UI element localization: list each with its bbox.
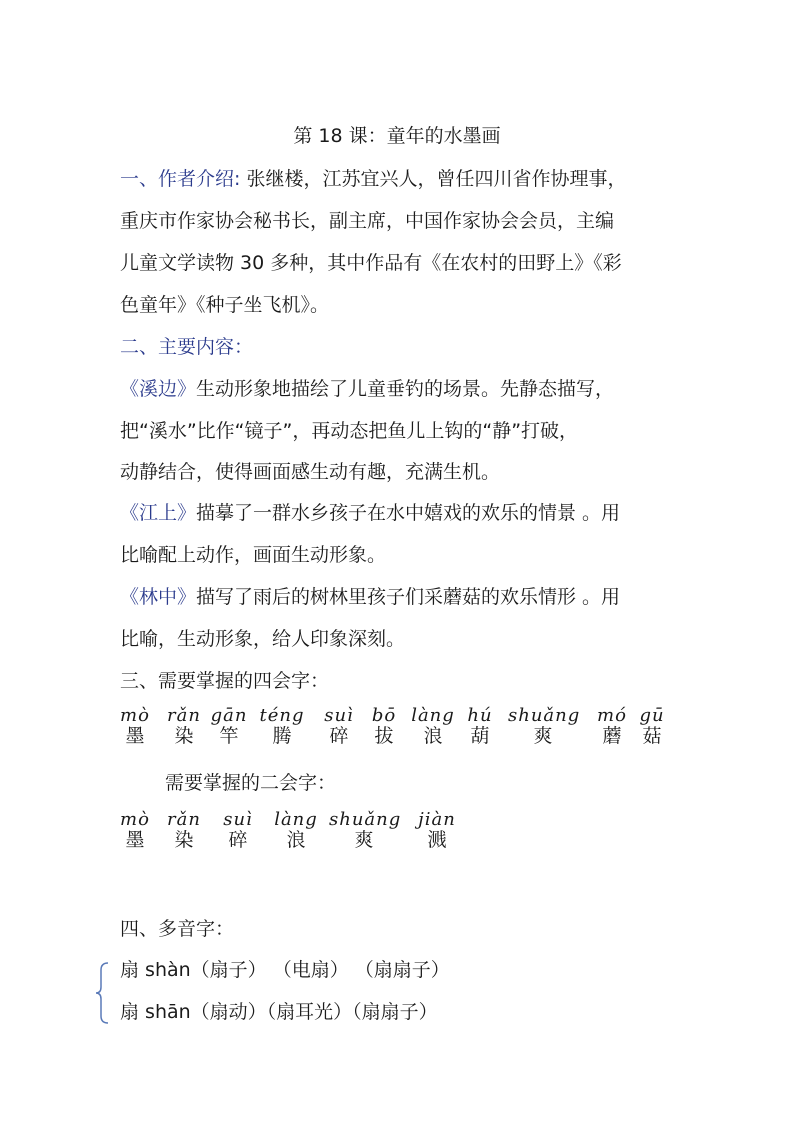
- pinyin: rǎn: [167, 705, 201, 726]
- pinyin: téng: [259, 705, 305, 726]
- xibian-line-3: 动静结合，使得画面感生动有趣，充满生机。: [120, 461, 501, 483]
- linzhong-title: 《林中》: [120, 586, 197, 608]
- hanzi: 溅: [427, 829, 447, 851]
- page-title: 第 18 课：童年的水墨画: [293, 125, 501, 147]
- pinyin: bō: [371, 705, 397, 726]
- char-pair: [617, 706, 687, 746]
- linzhong-line-1: [120, 585, 620, 609]
- linzhong-text: 描写了雨后的树林里孩子们采蘑菇的欢乐情形 。用: [196, 586, 621, 608]
- pinyin: shuǎng: [329, 809, 402, 830]
- hanzi: 葫: [470, 725, 490, 747]
- hanzi: 浪: [286, 829, 306, 851]
- author-heading: 一、作者介绍:: [120, 168, 241, 190]
- pinyin: mò: [120, 809, 150, 830]
- author-line-3: 儿童文学读物 30 多种，其中作品有《在农村的田野上》《彩: [120, 252, 622, 274]
- pinyin: gān: [210, 705, 248, 726]
- author-line-4: 色童年》《种子坐飞机》。: [120, 294, 330, 316]
- author-text: 张继楼，江苏宜兴人，曾任四川省作协理事，: [246, 168, 627, 190]
- hanzi: 碎: [228, 829, 248, 851]
- polyphone-heading: 四、多音字：: [120, 918, 235, 940]
- hanzi: 菇: [642, 725, 662, 747]
- xibian-text: 生动形象地描绘了儿童垂钓的场景。先静态描写，: [196, 378, 615, 400]
- author-line-1: [120, 167, 626, 191]
- hanzi: 墨: [125, 725, 145, 747]
- pinyin: làng: [274, 809, 318, 830]
- brace-icon: [96, 962, 110, 1024]
- pinyin: mò: [120, 705, 150, 726]
- jiangshang-line-2: 比喻配上动作，画面生动形象。: [120, 544, 387, 566]
- pinyin: jiàn: [418, 809, 456, 830]
- content-heading: 二、主要内容：: [120, 336, 254, 358]
- char-pair: [445, 706, 515, 746]
- hanzi: 拔: [374, 725, 394, 747]
- pinyin: mó: [597, 705, 627, 726]
- xibian-line-1: [120, 377, 614, 401]
- hanzi: 爽: [354, 829, 374, 851]
- jiangshang-title: 《江上》: [120, 502, 197, 524]
- hanzi: 竿: [219, 725, 239, 747]
- hanzi: 蘑: [602, 725, 622, 747]
- pinyin: hú: [467, 705, 493, 726]
- hanzi: 墨: [125, 829, 145, 851]
- char-pair: [261, 810, 331, 850]
- pinyin: suì: [223, 809, 253, 830]
- pinyin: suì: [324, 705, 354, 726]
- char-pair: [508, 705, 581, 747]
- pinyin: làng: [411, 705, 455, 726]
- linzhong-line-2: 比喻，生动形象，给人印象深刻。: [120, 628, 406, 650]
- xibian-line-2: 把“溪水”比作“镜子”，再动态把鱼儿上钩的“静”打破，: [120, 420, 579, 442]
- four-skill-heading: 三、需要掌握的四会字：: [120, 670, 330, 692]
- jiangshang-text: 描摹了一群水乡孩子在水中嬉戏的欢乐的情景 。用: [196, 502, 621, 524]
- pinyin: rǎn: [167, 809, 201, 830]
- polyphone-line-1: 扇 shàn（扇子） （电扇） （扇扇子）: [120, 959, 450, 981]
- hanzi: 碎: [329, 725, 349, 747]
- hanzi: 腾: [272, 725, 292, 747]
- pinyin: shuǎng: [508, 705, 581, 726]
- char-pair: [329, 809, 402, 851]
- hanzi: 浪: [423, 725, 443, 747]
- polyphone-line-2: 扇 shān（扇动）（扇耳光）（扇扇子）: [120, 1001, 438, 1023]
- author-line-2: 重庆市作家协会秘书长，副主席，中国作家协会会员，主编: [120, 210, 615, 232]
- char-pair: [402, 810, 472, 850]
- hanzi: 染: [174, 829, 194, 851]
- hanzi: 染: [174, 725, 194, 747]
- jiangshang-line-1: [120, 501, 620, 525]
- pinyin: gū: [639, 705, 665, 726]
- hanzi: 爽: [533, 725, 553, 747]
- xibian-title: 《溪边》: [120, 378, 197, 400]
- two-skill-heading: 需要掌握的二会字：: [165, 772, 337, 794]
